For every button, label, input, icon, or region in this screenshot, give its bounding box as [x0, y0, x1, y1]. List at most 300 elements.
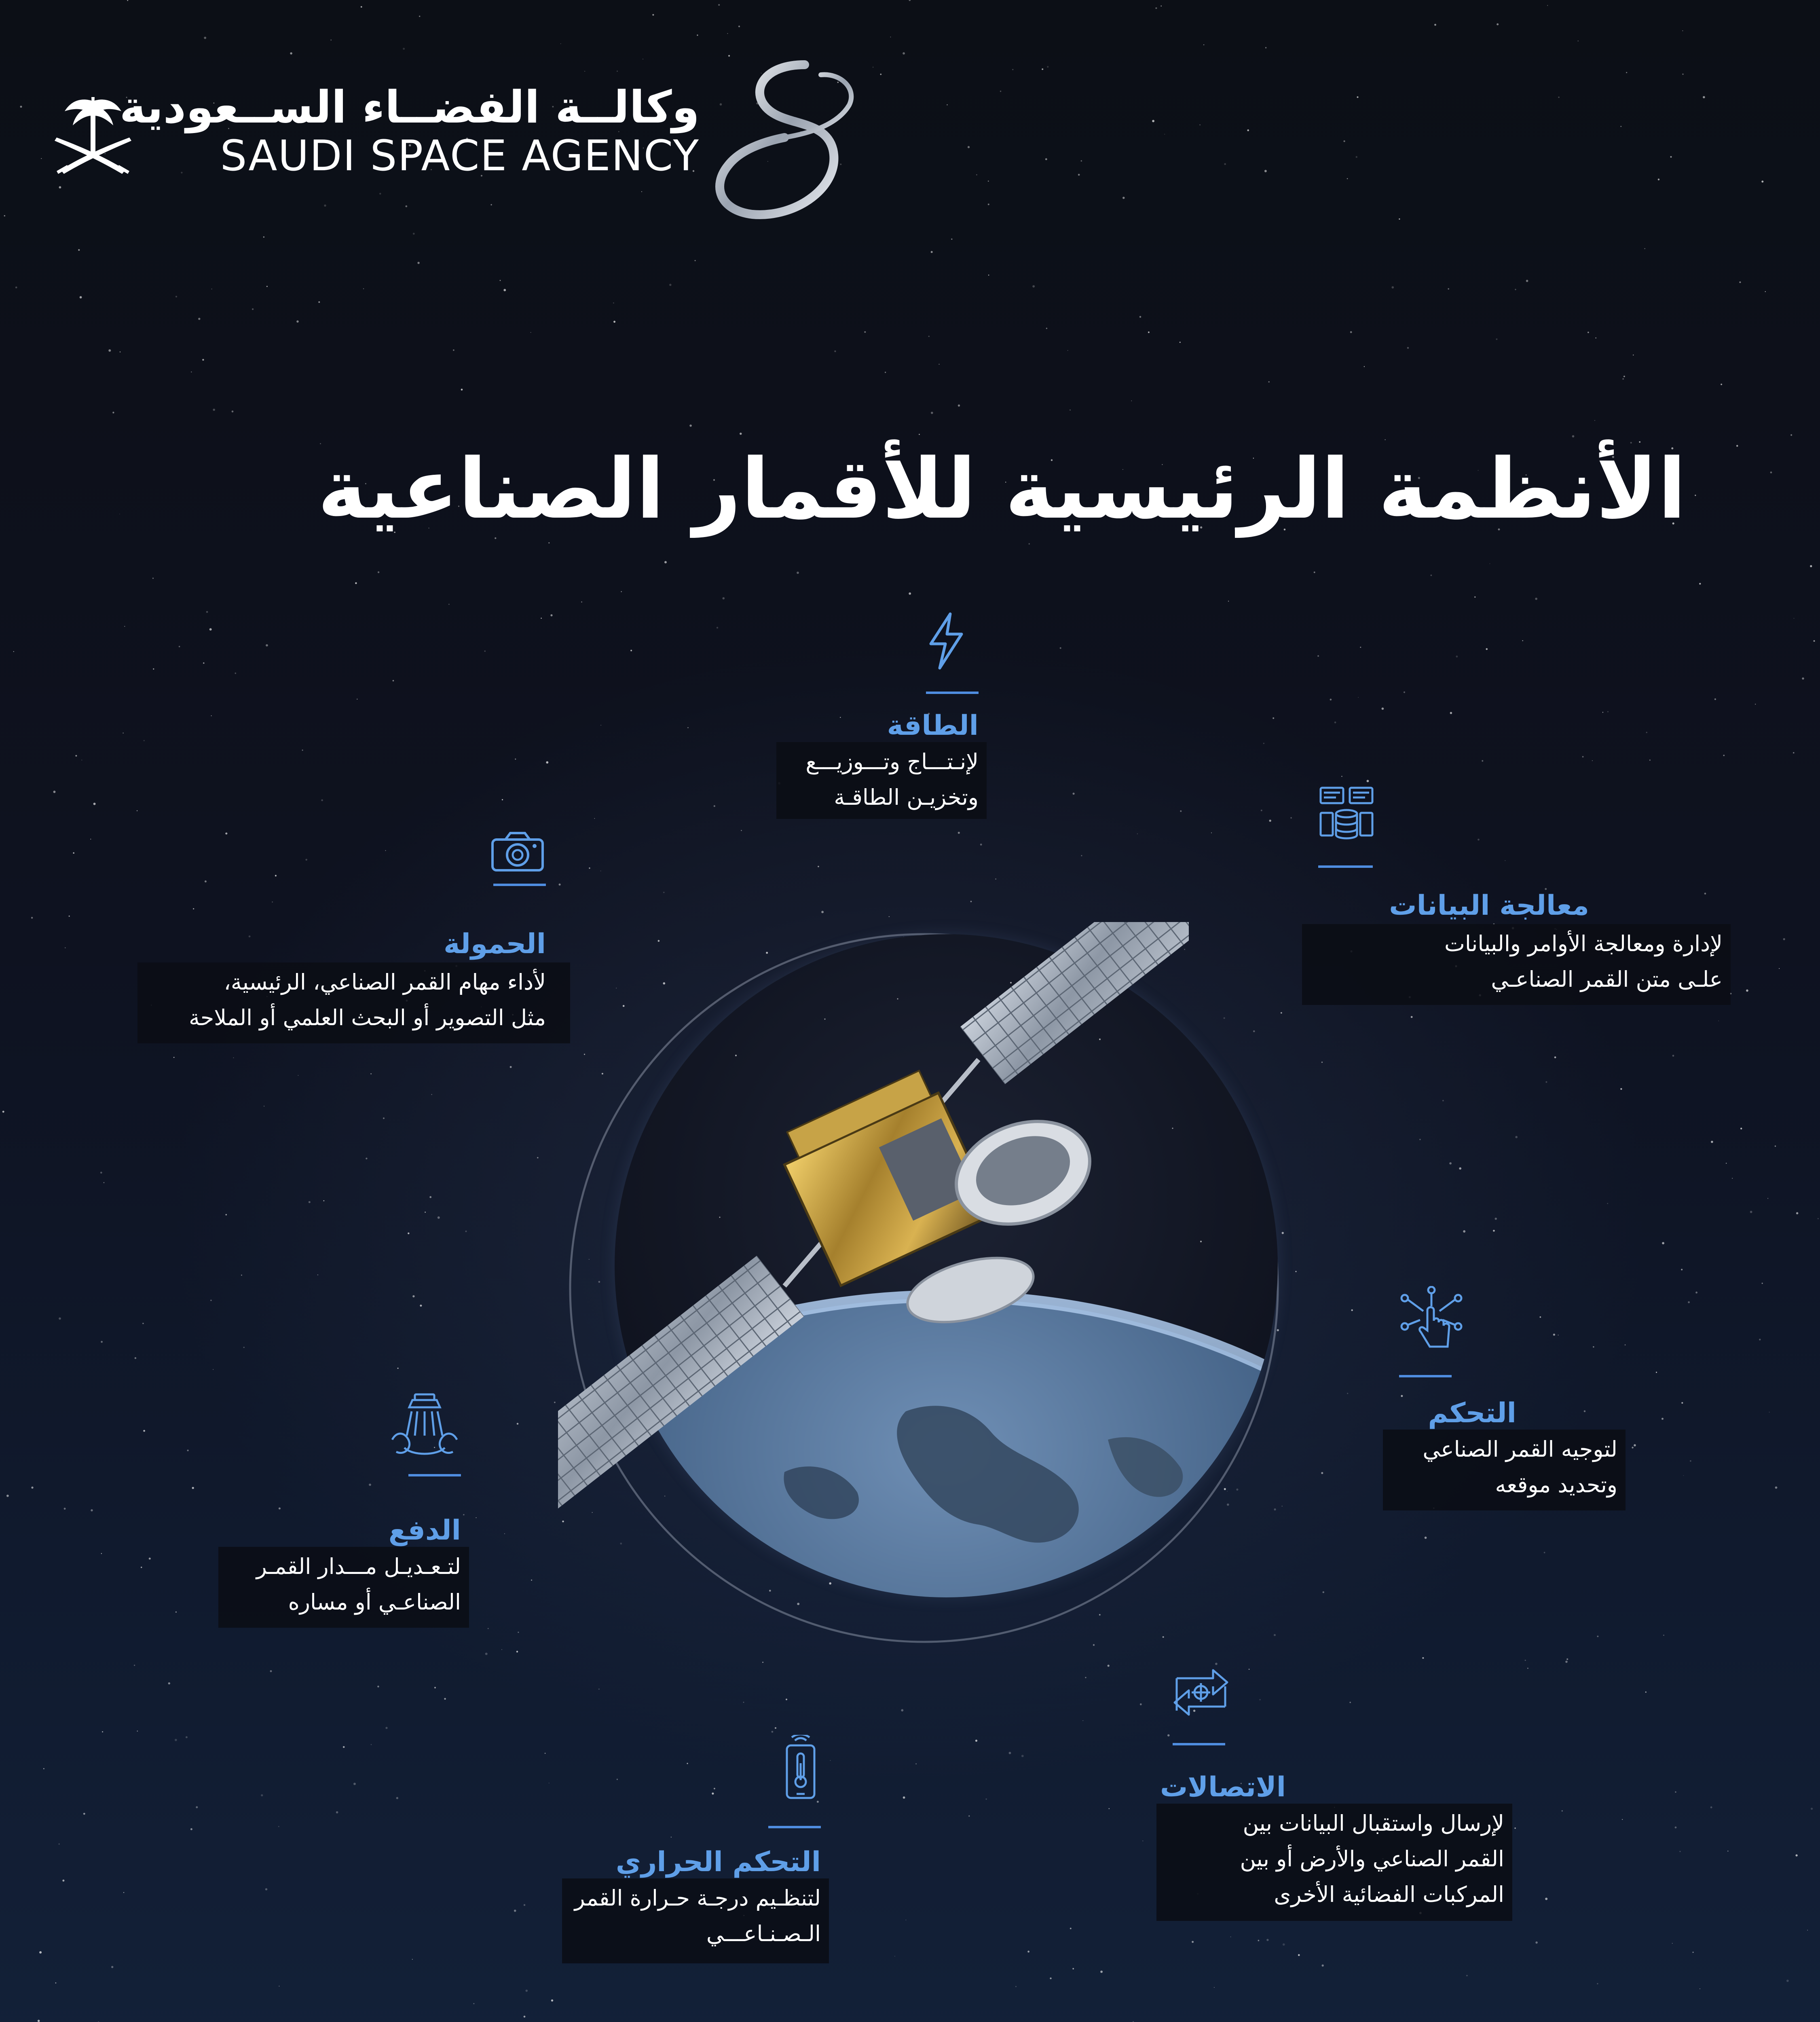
star — [385, 1727, 387, 1729]
brand-header — [49, 81, 817, 222]
star — [1535, 1942, 1538, 1944]
star — [1587, 332, 1589, 333]
star — [517, 1423, 518, 1424]
star — [1070, 410, 1071, 411]
star — [1759, 1339, 1761, 1340]
system-heading: التحكم الحراري — [615, 1846, 821, 1878]
star — [1448, 288, 1449, 290]
star — [235, 673, 237, 674]
data-servers-icon — [1318, 785, 1375, 841]
star — [1029, 543, 1030, 545]
star — [1721, 384, 1722, 385]
star — [630, 650, 632, 651]
star — [617, 71, 618, 72]
star — [363, 288, 364, 289]
star — [90, 839, 91, 840]
star — [589, 867, 590, 869]
star — [864, 331, 866, 333]
star — [1690, 1460, 1691, 1462]
star — [689, 425, 692, 427]
star — [403, 48, 405, 50]
star — [1367, 780, 1369, 782]
star — [336, 1811, 338, 1814]
star — [1442, 1100, 1444, 1102]
star — [461, 389, 463, 391]
star — [503, 289, 506, 291]
star — [412, 1295, 414, 1297]
star — [1434, 24, 1436, 26]
star — [1399, 218, 1400, 220]
system-heading: الدفع — [388, 1514, 461, 1546]
star — [124, 626, 125, 627]
system-description: لتوجيه القمر الصناعي وتحديد موقعه — [1423, 1436, 1617, 1497]
star — [20, 106, 22, 108]
orbit-s-logo-icon — [704, 57, 865, 226]
star — [361, 6, 362, 8]
star — [419, 16, 420, 17]
star — [727, 33, 728, 34]
star — [834, 350, 836, 352]
star — [1027, 1951, 1029, 1953]
star — [1525, 1660, 1526, 1661]
star — [598, 1688, 600, 1690]
star — [1140, 1703, 1142, 1705]
star — [1565, 1660, 1568, 1663]
star — [541, 618, 542, 619]
star — [1100, 1971, 1103, 1973]
star — [206, 611, 208, 613]
star — [915, 1763, 917, 1764]
star — [353, 1783, 356, 1785]
star — [484, 650, 486, 651]
star — [1663, 1635, 1664, 1636]
star — [153, 668, 154, 670]
star — [444, 1698, 446, 1700]
star — [1547, 5, 1548, 6]
star — [112, 412, 114, 413]
star — [1622, 1819, 1623, 1820]
star — [958, 832, 960, 834]
star — [1122, 197, 1125, 199]
star — [1139, 316, 1141, 317]
star — [318, 301, 320, 303]
star — [175, 296, 177, 297]
star — [1597, 1983, 1598, 1984]
brand-name-english: SAUDI SPACE AGENCY — [220, 131, 700, 180]
star — [1224, 163, 1226, 165]
star — [545, 1753, 546, 1754]
star — [1646, 732, 1647, 733]
star — [1431, 575, 1432, 576]
star — [135, 1357, 137, 1359]
star — [278, 1826, 279, 1827]
star — [663, 892, 664, 893]
star — [1794, 618, 1795, 619]
star — [252, 308, 254, 310]
star — [75, 755, 77, 757]
star — [1295, 1271, 1296, 1272]
star — [1793, 752, 1795, 754]
star — [931, 412, 933, 414]
star — [1811, 1808, 1813, 1810]
star — [1644, 248, 1645, 249]
star — [1070, 1928, 1072, 1929]
star — [1407, 347, 1409, 349]
star — [393, 680, 394, 681]
star — [775, 1727, 776, 1729]
star — [1602, 712, 1603, 713]
star — [988, 275, 989, 276]
star — [1273, 717, 1274, 719]
star — [370, 1073, 372, 1074]
accent-rule — [1173, 1743, 1225, 1745]
star — [1592, 760, 1593, 761]
star — [123, 1892, 124, 1893]
star — [1695, 1292, 1697, 1294]
accent-rule — [926, 692, 979, 694]
star — [485, 1653, 488, 1655]
star — [355, 582, 357, 584]
star — [903, 52, 905, 55]
star — [211, 289, 212, 290]
star — [1783, 938, 1785, 940]
star — [1264, 170, 1267, 172]
star — [1247, 129, 1249, 131]
system-heading: الطاقة — [887, 710, 979, 742]
accent-rule — [1318, 865, 1373, 868]
star — [80, 296, 82, 298]
star — [669, 284, 671, 286]
star — [473, 2003, 475, 2004]
star — [1554, 1056, 1556, 1058]
star — [83, 1813, 85, 1815]
star — [1497, 23, 1499, 25]
star — [143, 1430, 145, 1432]
star — [378, 571, 379, 573]
star — [190, 1828, 192, 1830]
star — [196, 1806, 198, 1808]
star — [514, 1910, 516, 1912]
star — [988, 203, 989, 205]
star — [1681, 1269, 1683, 1270]
star — [697, 34, 698, 36]
star — [502, 799, 503, 800]
star — [1736, 445, 1738, 446]
star — [1634, 1444, 1636, 1447]
star — [1670, 156, 1672, 158]
star — [1675, 1791, 1676, 1793]
star — [1214, 1987, 1215, 1988]
star — [1290, 817, 1292, 819]
star — [524, 2016, 526, 2018]
star — [1263, 743, 1264, 744]
star — [6, 1495, 9, 1497]
star — [1047, 66, 1048, 68]
star — [1770, 472, 1772, 474]
star — [1562, 1810, 1563, 1811]
star — [1160, 6, 1162, 7]
touch-control-icon — [1399, 1286, 1464, 1351]
star — [266, 644, 268, 647]
star — [1155, 7, 1157, 9]
star — [1131, 400, 1132, 401]
star — [179, 646, 180, 647]
thruster-icon — [388, 1391, 461, 1460]
star — [1268, 381, 1270, 383]
brand-name-arabic: وكالــة الفضــاء الســعودية — [119, 81, 700, 133]
star — [1683, 1475, 1684, 1476]
star — [198, 318, 200, 320]
star — [53, 791, 56, 793]
star — [687, 727, 689, 728]
star — [1341, 776, 1342, 777]
star — [78, 249, 80, 251]
system-description: لتـعـديـل مـــدار القمـر الصناعـي أو مساره — [256, 1554, 461, 1615]
star — [909, 592, 911, 595]
star — [1682, 30, 1683, 31]
star — [1545, 1081, 1547, 1083]
star — [429, 1196, 431, 1198]
star — [1679, 1851, 1680, 1852]
star — [1137, 833, 1138, 835]
star — [1493, 1230, 1495, 1232]
star — [1032, 285, 1035, 288]
star — [1351, 1309, 1353, 1311]
star — [1545, 1898, 1547, 1900]
star — [1015, 1986, 1017, 1987]
system-description: لإدارة ومعالجة الأوامر والبيانات علـى متن القمر الصناعـي — [1444, 931, 1723, 992]
star — [551, 1999, 553, 2001]
star — [947, 104, 948, 106]
star — [581, 601, 582, 603]
star — [885, 372, 886, 373]
star — [1693, 1952, 1694, 1953]
star — [1067, 350, 1068, 351]
star — [81, 759, 82, 760]
star — [93, 803, 96, 805]
star — [919, 434, 920, 435]
star — [488, 1628, 489, 1629]
star — [396, 1797, 398, 1799]
star — [1578, 40, 1579, 41]
star — [412, 1959, 413, 1960]
star — [101, 1341, 103, 1343]
star — [880, 74, 881, 75]
star — [1682, 74, 1683, 75]
star — [740, 433, 742, 435]
star — [1535, 598, 1537, 600]
star — [903, 1796, 905, 1799]
star — [371, 1744, 372, 1745]
star — [1322, 1965, 1324, 1967]
star — [1321, 1062, 1323, 1063]
star — [652, 14, 654, 16]
star — [41, 158, 42, 159]
star — [1382, 708, 1384, 710]
star — [1450, 712, 1452, 714]
star — [1699, 583, 1701, 584]
star — [1775, 1487, 1778, 1489]
star — [261, 1794, 263, 1796]
star — [69, 916, 70, 917]
star — [296, 320, 299, 323]
star — [15, 287, 17, 289]
star — [931, 251, 933, 253]
star — [413, 233, 415, 235]
star — [175, 1739, 177, 1741]
star — [265, 1888, 267, 1890]
star — [290, 52, 292, 55]
system-heading: معالجة البيانات — [1389, 890, 1589, 922]
star — [1515, 289, 1516, 290]
star — [1495, 1218, 1497, 1220]
star — [1746, 990, 1748, 992]
star — [1330, 699, 1332, 701]
star — [1482, 760, 1483, 762]
star — [762, 1662, 763, 1663]
star — [909, 0, 911, 1]
star — [1527, 1668, 1528, 1669]
star — [1474, 596, 1475, 598]
star — [226, 1214, 227, 1216]
accent-rule — [768, 1826, 821, 1828]
star — [516, 1651, 518, 1652]
star — [554, 1402, 556, 1403]
star — [211, 715, 212, 716]
star — [270, 1670, 272, 1672]
star — [1459, 1168, 1461, 1170]
system-power — [768, 611, 979, 821]
system-heading: الاتصالات — [1160, 1771, 1286, 1803]
star — [134, 1665, 135, 1666]
star — [515, 759, 516, 760]
star — [1594, 420, 1595, 421]
star — [1203, 44, 1204, 45]
star — [1463, 1230, 1465, 1233]
star — [743, 1702, 744, 1703]
star — [741, 830, 742, 831]
star — [1180, 342, 1181, 343]
star — [448, 604, 450, 605]
star — [894, 1956, 895, 1957]
star — [330, 39, 332, 40]
star — [797, 571, 799, 574]
star — [1266, 1939, 1268, 1941]
star — [985, 1798, 987, 1800]
star — [1703, 96, 1705, 99]
page-title: الأنظمة الرئيسية للأقمار الصناعية — [317, 441, 1686, 537]
star — [1723, 755, 1725, 756]
star — [500, 280, 501, 281]
star — [1456, 656, 1458, 658]
accent-rule — [493, 884, 546, 886]
system-thermal-control — [570, 1735, 821, 1969]
lightning-bolt-icon — [922, 611, 970, 671]
star — [59, 1843, 60, 1844]
star — [175, 1612, 177, 1613]
star — [397, 1368, 399, 1369]
star — [928, 336, 930, 337]
star — [995, 878, 996, 880]
star — [1317, 655, 1319, 657]
star — [1790, 434, 1792, 436]
star — [718, 4, 720, 6]
star — [1082, 1720, 1083, 1721]
star — [1323, 1591, 1324, 1593]
star — [1148, 332, 1150, 333]
star — [1710, 1806, 1712, 1808]
star — [1515, 1136, 1518, 1138]
camera-icon — [489, 829, 546, 874]
star — [1762, 1283, 1763, 1284]
star — [1211, 832, 1212, 833]
star — [1526, 280, 1528, 282]
star — [1622, 378, 1624, 380]
star — [1620, 126, 1621, 127]
star — [417, 262, 419, 264]
star — [298, 1075, 299, 1076]
system-payload — [137, 825, 546, 1068]
star — [1078, 174, 1080, 176]
star — [438, 1216, 440, 1219]
star — [2, 1111, 4, 1113]
star — [1795, 1854, 1797, 1856]
star — [232, 410, 234, 412]
star — [213, 408, 215, 411]
star — [1714, 698, 1716, 700]
star — [317, 1274, 318, 1275]
star — [1818, 1218, 1819, 1219]
star — [4, 215, 5, 216]
star — [210, 1300, 212, 1301]
star — [1012, 69, 1013, 70]
star — [1081, 855, 1082, 856]
star — [1419, 1139, 1420, 1140]
star — [1675, 1827, 1677, 1829]
star — [152, 577, 154, 579]
star — [890, 36, 891, 37]
star — [1765, 291, 1766, 292]
star — [559, 884, 561, 886]
star — [537, 1157, 539, 1159]
star — [1626, 72, 1627, 73]
star — [1558, 97, 1560, 98]
star — [1514, 1827, 1516, 1829]
star — [64, 1508, 66, 1510]
star — [1298, 1954, 1300, 1956]
star — [43, 1768, 44, 1769]
star — [664, 561, 667, 563]
star — [1230, 1936, 1231, 1937]
star — [526, 1990, 528, 1992]
star — [187, 1450, 189, 1451]
star — [266, 286, 268, 287]
star — [31, 917, 33, 918]
star — [108, 349, 111, 352]
star — [901, 1709, 903, 1711]
star — [149, 1558, 151, 1560]
star — [621, 591, 622, 592]
star — [202, 359, 204, 361]
system-data-processing — [1318, 785, 1723, 1027]
star — [1810, 565, 1812, 567]
star — [1786, 1980, 1789, 1982]
star — [420, 1305, 422, 1307]
star — [1632, 1447, 1633, 1448]
star — [1164, 134, 1165, 135]
star — [786, 1698, 787, 1700]
star — [425, 1212, 426, 1213]
